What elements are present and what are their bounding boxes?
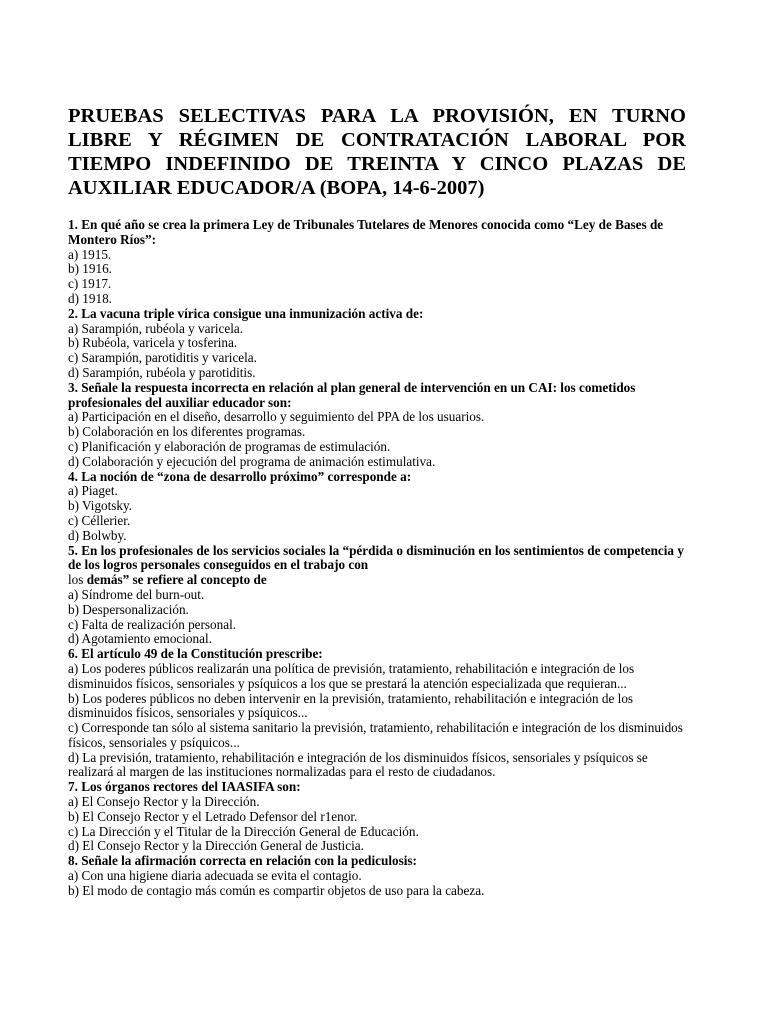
answer-option: b) El modo de contagio más común es compartir objetos de uso para la cabeza. [68,882,485,898]
question-text-part: los [68,572,87,588]
answer-option: d) 1918. [68,290,112,306]
answer-option: c) Planificación y elaboración de programas de estimulación. [68,438,391,454]
answer-option: a) Con una higiene diaria adecuada se evita el contagio. [68,868,362,884]
question-3 [68,381,686,470]
question-text: 4. La noción de “zona de desarrollo próximo” corresponde a: [68,468,412,484]
question-1 [68,218,686,307]
answer-option: b) El Consejo Rector y el Letrado Defensor del r1enor. [68,808,358,824]
answer-option: c) La Dirección y el Titular de la Dirección General de Educación. [68,823,419,839]
answer-option: a) Los poderes públicos realizarán una política de previsión, tratamiento, rehabilitación e integración de los disminuidos físicos, sensoriales y psíquicos a los que se prestará la atención especializada que requieran... [68,660,635,691]
answer-option: d) La previsión, tratamiento, rehabilitación e integración de los disminuidos físicos, sensoriales y psíquicos se realizará al margen de las instituciones normalizadas para el resto de ciudadanos. [68,749,648,780]
answer-option: b) Vigotsky. [68,498,133,514]
question-text-part: demás” se refiere al concepto de [86,572,267,588]
answer-option: c) Corresponde tan sólo al sistema sanitario la previsión, tratamiento, rehabilitación e integración de los disminuidos físicos, sensoriales y psíquicos... [68,720,683,750]
question-text: 3. Señale la respuesta incorrecta en relación al plan general de intervención en un CAI: los cometidos profesionales del auxiliar educador son: [68,379,636,410]
question-6 [68,647,686,780]
question-4 [68,470,686,544]
answer-option: a) Piaget. [68,483,118,499]
question-text: 8. Señale la afirmación correcta en relación con la pediculosis: [68,853,417,869]
question-text [68,544,686,588]
answer-option: d) Bolwby. [68,527,127,543]
document-title: PRUEBAS SELECTIVAS PARA LA PROVISIÓN, EN TURNO LIBRE Y RÉGIMEN DE CONTRATACIÓN LABORAL POR TIEMPO INDEFINIDO DE TREINTA Y CINCO PLAZAS DE AUXILIAR EDUCADOR/A (BOPA, 14-6-2007) [68,105,686,199]
answer-option: c) 1917. [68,276,112,292]
answer-option: b) Despersonalización. [68,601,189,617]
question-text: 7. Los órganos rectores del IAASIFA son: [68,779,301,795]
question-8 [68,854,686,898]
answer-option: c) Sarampión, parotiditis y varicela. [68,350,257,366]
answer-option: a) El Consejo Rector y la Dirección. [68,794,260,810]
answer-option: d) Colaboración y ejecución del programa de animación estimulativa. [68,453,436,469]
answer-option: a) Síndrome del burn-out. [68,586,205,602]
answer-option: b) Colaboración en los diferentes programas. [68,424,306,440]
question-2 [68,307,686,381]
document-page [68,104,686,899]
answer-option: a) Participación en el diseño, desarrollo y seguimiento del PPA de los usuarios. [68,409,485,425]
question-text-part: 5. En los profesionales de los servicios sociales la “pérdida o disminución en los sentimientos de competencia y de los logros personales conseguidos en el trabajo con [68,542,684,573]
answer-option: a) Sarampión, rubéola y varicela. [68,320,244,336]
answer-option: d) Sarampión, rubéola y parotiditis. [68,364,256,380]
answer-option: d) Agotamiento emocional. [68,631,212,647]
question-text: 2. La vacuna triple vírica consigue una inmunización activa de: [68,305,424,321]
answer-option: b) 1916. [68,261,112,277]
answer-option: b) Los poderes públicos no deben intervenir en la previsión, tratamiento, rehabilitación e integración de los disminuidos físicos, sensoriales y psíquicos... [68,690,634,721]
answer-option: a) 1915. [68,246,112,262]
answer-option: b) Rubéola, varicela y tosferina. [68,335,238,351]
question-text: 6. El artículo 49 de la Constitución prescribe: [68,646,323,662]
question-7 [68,780,686,854]
question-5 [68,544,686,648]
answer-option: c) Céllerier. [68,512,131,528]
answer-option: d) El Consejo Rector y la Dirección General de Justicia. [68,838,364,854]
answer-option: c) Falta de realización personal. [68,616,237,632]
question-text: 1. En qué año se crea la primera Ley de Tribunales Tutelares de Menores conocida como “Ley de Bases de Montero Ríos”: [68,217,664,247]
